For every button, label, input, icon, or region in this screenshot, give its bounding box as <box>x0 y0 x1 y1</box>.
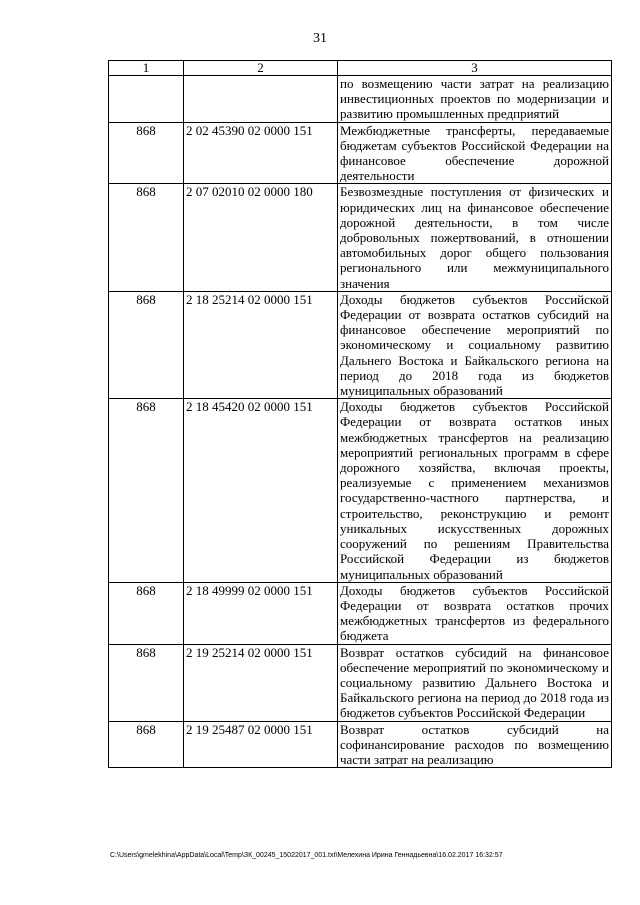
description-cell: Возврат остатков субсидий на финансовое обеспечение мероприятий по экономическому и социальному развитию Дальнего Востока и Байкальского региона на период до 2018 года из бюджетов субъектов Российской Федерации <box>338 644 612 721</box>
admin-code-cell: 868 <box>109 644 184 721</box>
table-row <box>109 582 612 644</box>
admin-code-cell: 868 <box>109 399 184 582</box>
admin-code-cell: 868 <box>109 291 184 398</box>
table-row <box>109 644 612 721</box>
description-cell: Доходы бюджетов субъектов Российской Федерации от возврата остатков иных межбюджетных трансфертов на реализацию мероприятий региональных программ в сфере дорожного хозяйства, включая проекты, реализуемые с применением механизмов государственно-частного партнерства, и строительство, реконструкцию и ремонт уникальных искусственных дорожных сооружений по решениям Правительства Российской Федерации из бюджетов муниципальных образований <box>338 399 612 582</box>
admin-code-cell: 868 <box>109 582 184 644</box>
table-row <box>109 291 612 398</box>
description-cell: по возмещению части затрат на реализацию инвестиционных проектов по модернизации и развитию промышленных предприятий <box>338 76 612 123</box>
table-row <box>109 721 612 768</box>
budget-code-cell: 2 18 45420 02 0000 151 <box>184 399 338 582</box>
description-cell: Возврат остатков субсидий на софинансирование расходов по возмещению части затрат на реализацию <box>338 721 612 768</box>
revenue-codes-table <box>108 60 612 768</box>
budget-code-cell: 2 19 25214 02 0000 151 <box>184 644 338 721</box>
description-cell: Доходы бюджетов субъектов Российской Федерации от возврата остатков субсидий на финансовое обеспечение мероприятий по экономическому и социальному развитию Дальнего Востока и Байкальского региона на период до 2018 года из бюджетов муниципальных образований <box>338 291 612 398</box>
description-cell: Доходы бюджетов субъектов Российской Федерации от возврата остатков прочих межбюджетных трансфертов из федерального бюджета <box>338 582 612 644</box>
budget-code-cell <box>184 76 338 123</box>
table-row <box>109 122 612 184</box>
admin-code-cell: 868 <box>109 184 184 291</box>
table-row <box>109 399 612 582</box>
table-row <box>109 184 612 291</box>
budget-code-cell: 2 07 02010 02 0000 180 <box>184 184 338 291</box>
budget-code-cell: 2 18 49999 02 0000 151 <box>184 582 338 644</box>
admin-code-cell <box>109 76 184 123</box>
page-number: 31 <box>313 31 327 46</box>
description-cell: Межбюджетные трансферты, передаваемые бюджетам субъектов Российской Федерации на финансовое обеспечение дорожной деятельности <box>338 122 612 184</box>
header-row <box>109 61 612 76</box>
file-path-footer: C:\Users\gmelekhina\AppData\Local\Temp\ЗК_00245_15022017_001.txt\Мелехина Ирина Геннадьевна\16.02.2017 16:32:57 <box>110 852 503 859</box>
budget-code-cell: 2 18 25214 02 0000 151 <box>184 291 338 398</box>
admin-code-cell: 868 <box>109 122 184 184</box>
admin-code-cell: 868 <box>109 721 184 768</box>
column-header-3: 3 <box>338 61 612 76</box>
budget-code-cell: 2 19 25487 02 0000 151 <box>184 721 338 768</box>
description-cell: Безвозмездные поступления от физических и юридических лиц на финансовое обеспечение дорожной деятельности, в том числе добровольных пожертвований, в отношении автомобильных дорог общего пользования регионального или межмуниципального значения <box>338 184 612 291</box>
column-header-2: 2 <box>184 61 338 76</box>
column-header-1: 1 <box>109 61 184 76</box>
table-row <box>109 76 612 123</box>
budget-code-cell: 2 02 45390 02 0000 151 <box>184 122 338 184</box>
